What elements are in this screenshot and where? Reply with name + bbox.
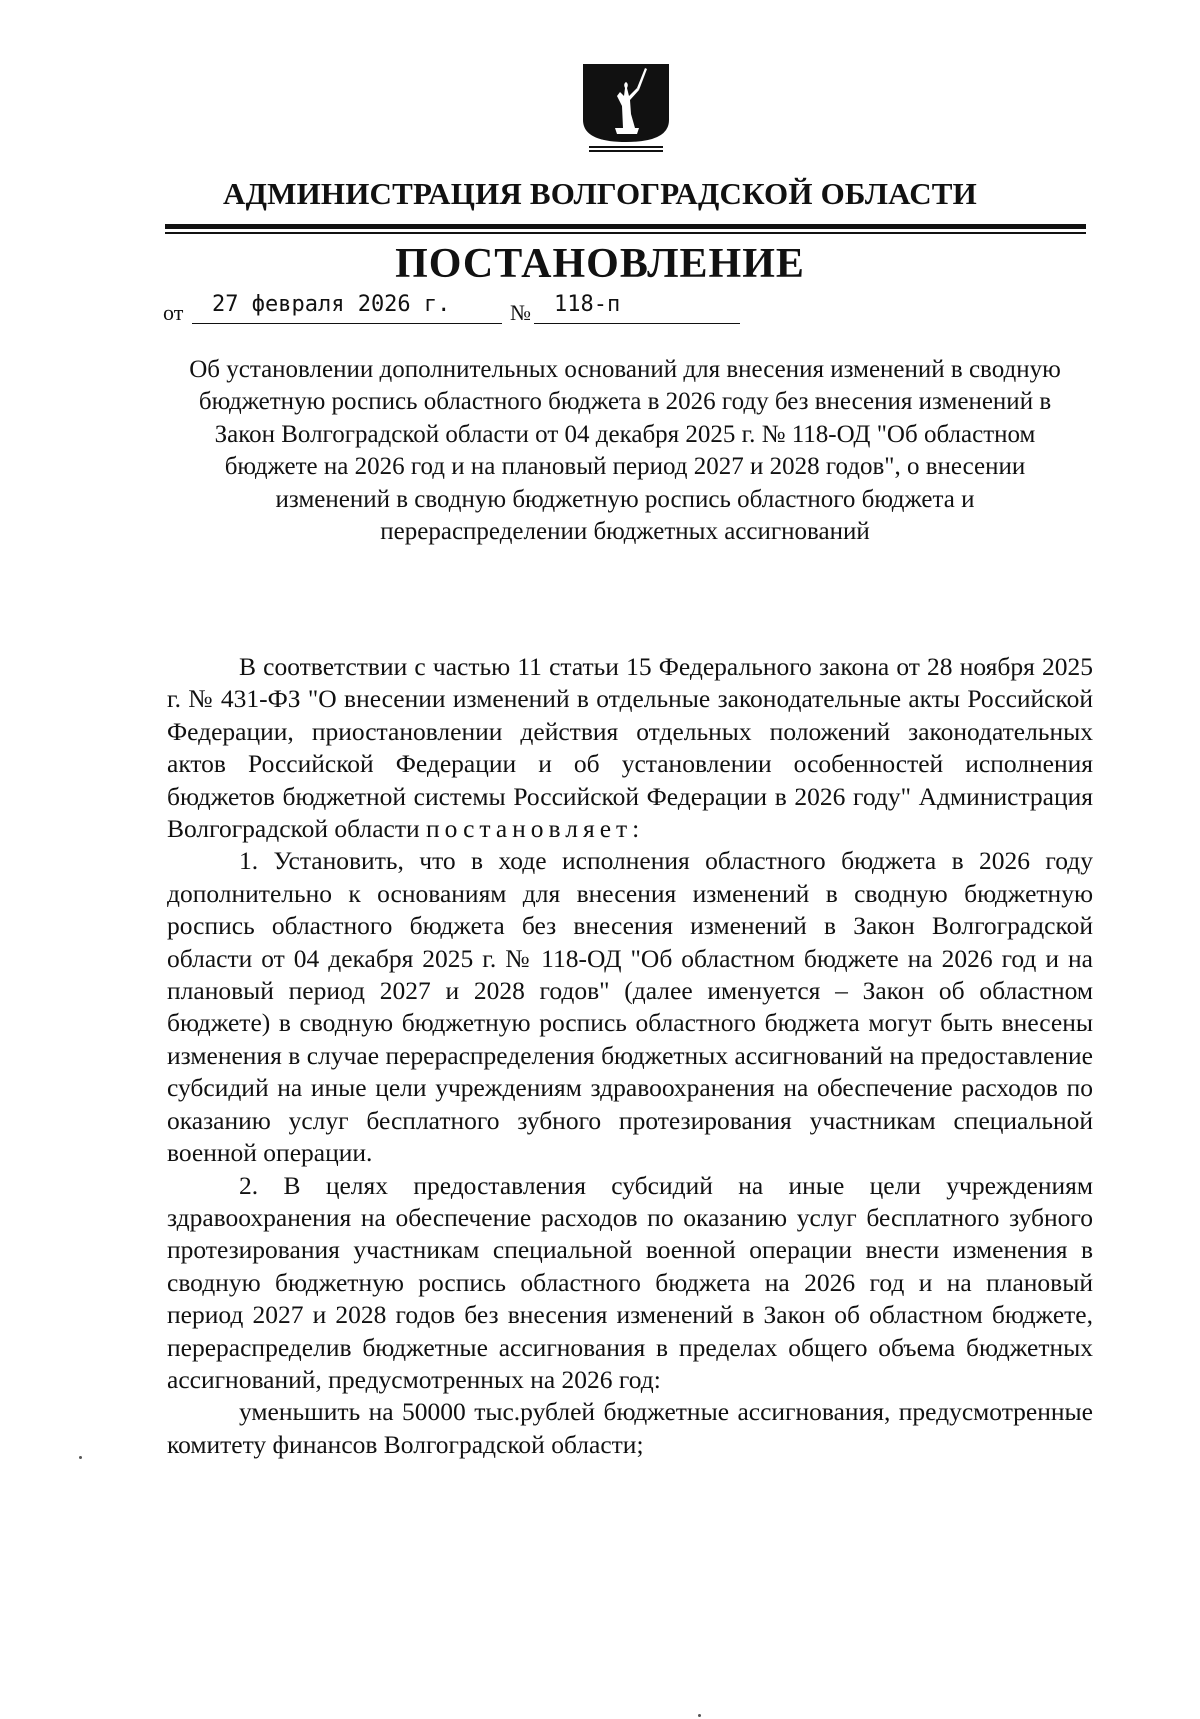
decree-word: постановляет:: [426, 814, 645, 844]
scan-speck: [698, 1714, 701, 1717]
document-type: ПОСТАНОВЛЕНИЕ: [395, 241, 805, 287]
item-1-paragraph: 1. Установить, что в ходе исполнения областного бюджета в 2026 году дополнительно к основаниям для внесения изменений в сводную бюджетную роспись областного бюджета без внесения изменений в Закон Волгоградской области от 04 декабря 2025 г. № 118-ОД "Об областном бюджете на 2026 год и на плановый период 2027 и 2028 годов" (далее именуется – Закон об областном бюджете) в сводную бюджетную роспись областного бюджета могут быть внесены изменения в случае перераспределения бюджетных ассигнований на предоставление субсидий на иные цели учреждениям здравоохранения на обеспечение расходов по оказанию услуг бесплатного зубного протезирования участникам специальной военной операции.: [167, 846, 1093, 1168]
scan-speck: [79, 1456, 82, 1459]
coat-of-arms-icon: [579, 62, 673, 154]
document-body: [167, 651, 1093, 1461]
preamble-paragraph: [167, 651, 1093, 845]
header-divider-thin: [165, 232, 1086, 234]
number-prefix: №: [510, 300, 531, 325]
document-date: 27 февраля 2026 г.: [192, 292, 502, 324]
date-prefix: от: [163, 300, 184, 325]
item-2-decrease-paragraph: уменьшить на 50000 тыс.рублей бюджетные ассигнования, предусмотренные комитету финансов Волгоградской области;: [167, 1397, 1093, 1459]
document-number: 118-п: [534, 292, 740, 324]
header-divider: [165, 224, 1086, 229]
preamble-text: В соответствии с частью 11 статьи 15 Федерального закона от 28 ноября 2025 г. № 431-ФЗ "О внесении изменений в отдельные законодательные акты Российской Федерации, приостановлении действия отдельных положений законодательных актов Российской Федерации и об установлении особенностей исполнения бюджетов бюджетной системы Российской Федерации в 2026 году" Администрация Волгоградской области: [167, 652, 1093, 844]
item-2-paragraph: 2. В целях предоставления субсидий на иные цели учреждениям здравоохранения на обеспечение расходов по оказанию услуг бесплатного зубного протезирования участникам специальной военной операции внести изменения в сводную бюджетную роспись областного бюджета на 2026 год и на плановый период 2027 и 2028 годов без внесения изменений в Закон об областном бюджете, перераспределив бюджетные ассигнования в пределах общего объема бюджетных ассигнований, предусмотренных на 2026 год:: [167, 1170, 1093, 1394]
document-subject: Об установлении дополнительных оснований для внесения изменений в сводную бюджетную роспись областного бюджета в 2026 году без внесения изменений в Закон Волгоградской области от 04 декабря 2025 г. № 118-ОД "Об областном бюджете на 2026 год и на плановый период 2027 и 2028 годов", о внесении изменений в сводную бюджетную роспись областного бюджета и перераспределении бюджетных ассигнований: [189, 356, 1061, 546]
organization-title: АДМИНИСТРАЦИЯ ВОЛГОГРАДСКОЙ ОБЛАСТИ: [223, 176, 977, 211]
